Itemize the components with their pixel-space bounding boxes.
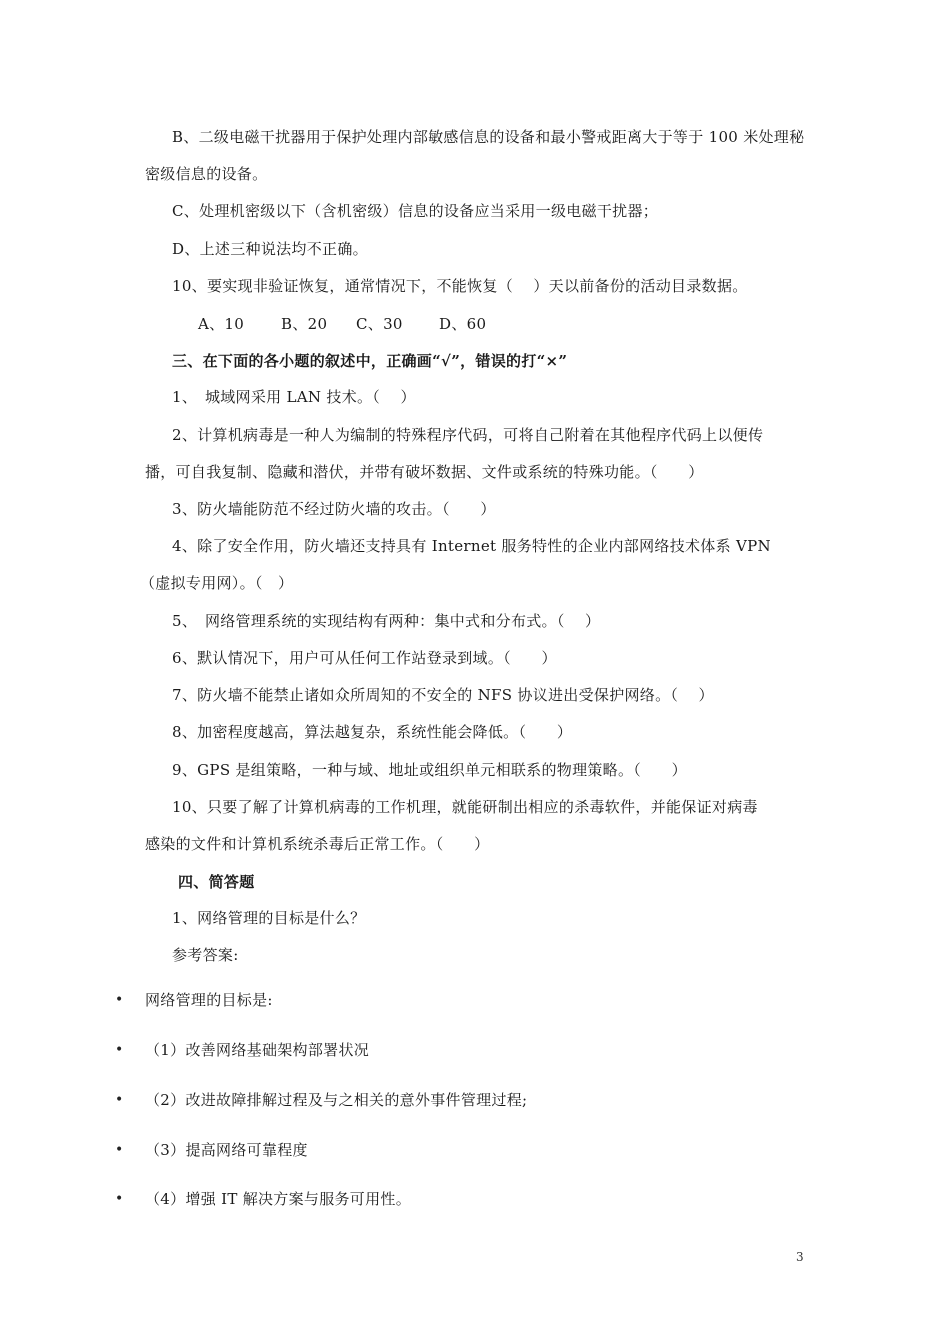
section3-heading: 三、在下面的各小题的叙述中，正确画“√”，错误的打“×” <box>172 352 568 370</box>
q10-option-a: A、10 <box>198 315 245 333</box>
bullet-icon: • <box>115 1092 124 1108</box>
q9-option-b-line2: 密级信息的设备。 <box>145 165 268 183</box>
q10-option-b: B、20 <box>281 315 328 333</box>
q10-option-d: D、60 <box>439 315 487 333</box>
bullet-icon: • <box>115 1042 124 1058</box>
answer-bullet-5: （4）增强 IT 解决方案与服务可用性。 <box>145 1190 412 1208</box>
tf-item-4-line1: 4、除了安全作用，防火墙还支持具有 Internet 服务特性的企业内部网络技术体系 VPN <box>172 537 771 555</box>
answer-bullet-3: （2）改进故障排解过程及与之相关的意外事件管理过程; <box>145 1091 528 1109</box>
section4-question-1: 1、网络管理的目标是什么？ <box>172 909 366 927</box>
tf-item-9: 9、GPS 是组策略，一种与域、地址或组织单元相联系的物理策略。（ ） <box>172 761 687 779</box>
bullet-icon: • <box>115 1142 124 1158</box>
answer-bullet-4: （3）提高网络可靠程度 <box>145 1141 308 1159</box>
tf-item-8: 8、加密程度越高，算法越复杂，系统性能会降低。（ ） <box>172 723 573 741</box>
tf-item-7: 7、防火墙不能禁止诸如众所周知的不安全的 NFS 协议进出受保护网络。（ ） <box>172 686 714 704</box>
bullet-icon: • <box>115 1191 124 1207</box>
section4-heading: 四、简答题 <box>178 873 255 891</box>
tf-item-6: 6、默认情况下，用户可从任何工作站登录到域。（ ） <box>172 649 557 667</box>
tf-item-1: 1、 城域网采用 LAN 技术。（ ） <box>172 388 416 406</box>
tf-item-2-line2: 播，可自我复制、隐藏和潜伏，并带有破坏数据、文件或系统的特殊功能。（ ） <box>145 463 704 481</box>
answer-label: 参考答案: <box>172 946 239 964</box>
answer-bullet-2: （1）改善网络基础架构部署状况 <box>145 1041 370 1059</box>
bullet-icon: • <box>115 992 124 1008</box>
answer-bullet-1: 网络管理的目标是: <box>145 991 273 1009</box>
q9-option-c: C、处理机密级以下（含机密级）信息的设备应当采用一级电磁干扰器； <box>172 202 659 220</box>
q9-option-d: D、上述三种说法均不正确。 <box>172 240 368 258</box>
q10-question: 10、要实现非验证恢复，通常情况下，不能恢复（ ）天以前备份的活动目录数据。 <box>172 277 748 295</box>
q9-option-b-line1: B、二级电磁干扰器用于保护处理内部敏感信息的设备和最小警戒距离大于等于 100 米处理秘 <box>172 128 805 146</box>
q10-option-c: C、30 <box>356 315 403 333</box>
tf-item-4-line2: （虚拟专用网）。（ ） <box>140 574 294 592</box>
tf-item-10-line1: 10、只要了解了计算机病毒的工作机理，就能研制出相应的杀毒软件，并能保证对病毒 <box>172 798 758 816</box>
tf-item-5: 5、 网络管理系统的实现结构有两种：集中式和分布式。（ ） <box>172 612 601 630</box>
tf-item-10-line2: 感染的文件和计算机系统杀毒后正常工作。（ ） <box>145 835 490 853</box>
tf-item-2-line1: 2、计算机病毒是一种人为编制的特殊程序代码，可将自己附着在其他程序代码上以便传 <box>172 426 764 444</box>
page-number: 3 <box>796 1250 804 1264</box>
tf-item-3: 3、防火墙能防范不经过防火墙的攻击。（ ） <box>172 500 496 518</box>
